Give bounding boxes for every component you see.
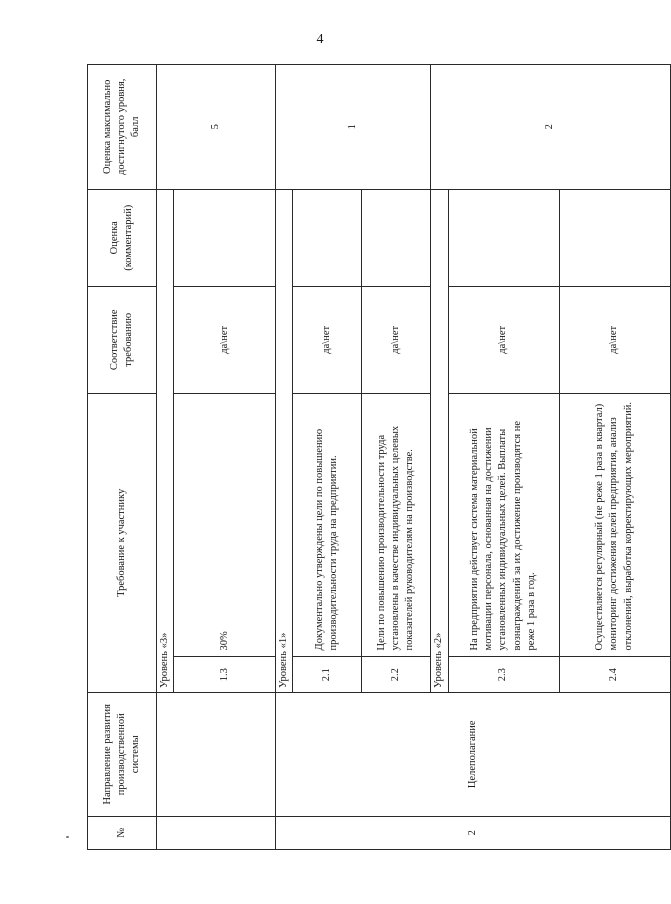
header-compliance: Соответствие требованию [88,286,157,393]
level-spacer [157,286,174,393]
direction-name: Целеполагание [276,693,670,817]
requirement-text: Документально утверждены цели по повышению производительности труда на предприятии. [293,393,362,657]
level-spacer [431,189,448,286]
scan-speck [66,836,69,838]
max-score-cell: 1 [276,65,431,190]
level-spacer [276,286,293,393]
level-spacer [276,189,293,286]
comment-cell [174,189,276,286]
direction-cell-empty [157,693,276,817]
page-number: 4 [316,32,324,47]
evaluation-table [87,64,671,850]
requirement-text: Осуществляется регулярный (не реже 1 раза в квартал) мониторинг достижения целей предприятия, анализ отклонений, выработка корректирующих мероприятий. [559,393,670,657]
compliance-cell: да\нет [362,286,431,393]
level-label: Уровень «2» [431,393,448,692]
max-score-cell: 5 [157,65,276,190]
item-number: 2.4 [559,657,670,693]
comment-cell [559,189,670,286]
rotated-table-frame [87,64,634,850]
requirement-text: 30% [174,393,276,657]
level-label: Уровень «3» [157,393,174,692]
item-number: 1.3 [174,657,276,693]
level-label: Уровень «1» [276,393,293,692]
compliance-cell: да\нет [174,286,276,393]
header-max-score: Оценка максимально достигнутого уровня, балл [88,65,157,190]
num-cell-empty [157,816,276,849]
level-row [157,65,174,850]
compliance-cell: да\нет [448,286,559,393]
table-header-row [88,65,157,850]
header-num: № [88,816,157,849]
comment-cell [293,189,362,286]
level-row [276,65,293,850]
compliance-cell: да\нет [293,286,362,393]
item-number: 2.3 [448,657,559,693]
compliance-cell: да\нет [559,286,670,393]
comment-cell [362,189,431,286]
max-score-cell: 2 [431,65,670,190]
header-requirement: Требование к участнику [88,393,157,692]
item-number: 2.1 [293,657,362,693]
requirement-text: На предприятии действует система материальной мотивации персонала, основанная на достижении установленных индивидуальных целей. Выплаты вознаграждений за их достижение производятся не реже 1 раза в год. [448,393,559,657]
requirement-text: Цели по повышению производительности труда установлены в качестве индивидуальных целевых показателей руководителям на производстве. [362,393,431,657]
rotated-table-container [87,64,634,850]
level-spacer [157,189,174,286]
section-number: 2 [276,816,670,849]
header-direction: Направление развития производственной системы [88,693,157,817]
header-comment: Оценка (комментарий) [88,189,157,286]
comment-cell [448,189,559,286]
level-spacer [431,286,448,393]
item-number: 2.2 [362,657,431,693]
